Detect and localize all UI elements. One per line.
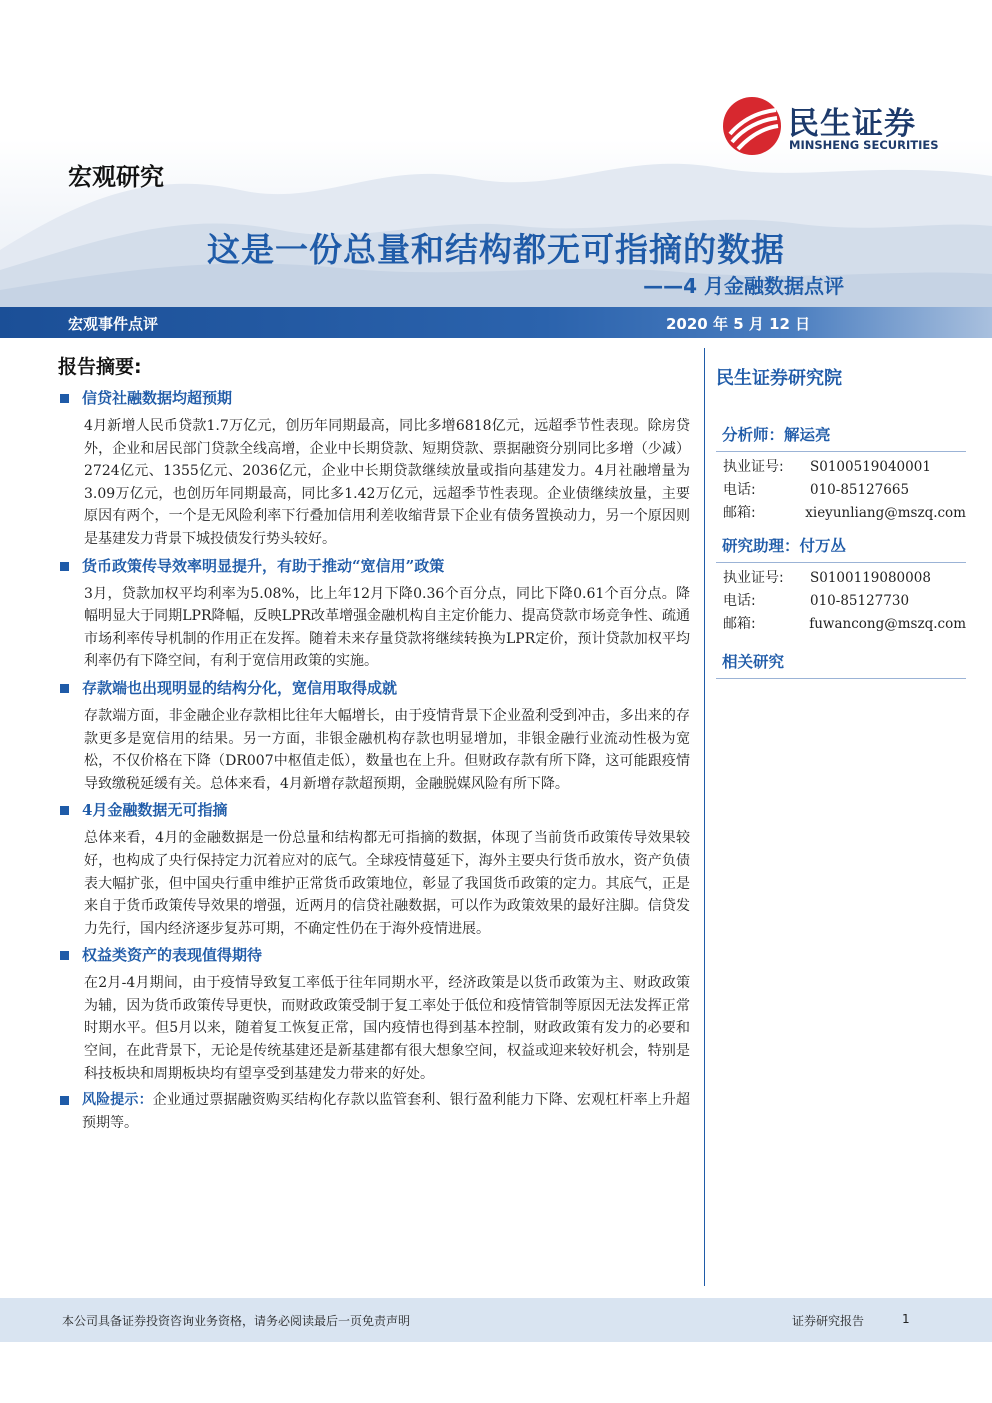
minsheng-logo (722, 96, 952, 156)
summary-section (58, 387, 690, 551)
logo-english-name: MINSHENG SECURITIES (789, 138, 939, 152)
section-paragraph: 4月新增人民币贷款1.7万亿元，创历年同期最高，同比多增6818亿元，远超季节性表现。除房贷外，企业和居民部门贷款全线高增，企业中长期贷款、短期贷款、票据融资分别同比多增（少减）2724亿元、1355亿元、2036亿元，企业中长期贷款继续放量或指向基建发力。4月社融增量为3.09万亿元，也创历年同期最高，同比多1.42万亿元，远超季节性表现。企业债继续放量，主要原因有两个，一个是无风险利率下行叠加信用利差收缩背景下企业有债务置换动力，另一个原因则是基建发力背景下城投债发行势头较好。 (84, 418, 690, 547)
report-subtitle: ——4 月金融数据点评 (643, 274, 844, 298)
email-label: 邮箱: (723, 616, 756, 632)
footer-disclaimer: 本公司具备证券投资咨询业务资格，请务必阅读最后一页免责声明 (62, 1314, 411, 1328)
phone-value: 010-85127665 (810, 482, 910, 498)
section-paragraph: 在2月-4月期间，由于疫情导致复工率低于往年同期水平，经济政策是以货币政策为主、财政政策为辅，因为货币政策传导更快，而财政政策受制于复工率处于低位和疫情管制等原因无法发挥正常时期水平。但5月以来，随着复工恢复正常，国内疫情也得到基本控制，财政政策有发力的必要和空间，在此背景下，无论是传统基建还是新基建都有很大想象空间，权益或迎来较好机会，特别是科技板块和周期板块均有望享受到基建发力带来的好处。 (84, 975, 690, 1082)
cert-value: S0100519040001 (810, 459, 931, 475)
email-link[interactable]: xieyunliang@mszq.com (805, 505, 966, 521)
report-category: 宏观研究 (68, 163, 164, 191)
analyst-cert-row (716, 456, 966, 479)
section-title-text: 信贷社融数据均超预期 (82, 389, 233, 407)
section-title (58, 677, 690, 699)
page-footer (0, 1298, 992, 1342)
risk-warning (58, 1089, 690, 1134)
bullet-square-icon (60, 684, 69, 693)
analyst-heading: 分析师：解运亮 (716, 420, 966, 452)
summary-section (58, 799, 690, 940)
risk-label: 风险提示： (82, 1092, 153, 1109)
report-type-band (0, 307, 992, 338)
phone-label: 电话: (723, 482, 756, 498)
report-date: 2020 年 5 月 12 日 (666, 315, 811, 333)
institute-name: 民生证券研究院 (716, 368, 842, 389)
section-title (58, 387, 690, 409)
section-title-text: 货币政策传导效率明显提升，有助于推动“宽信用”政策 (82, 556, 445, 575)
cert-label: 执业证号: (723, 570, 784, 586)
report-title: 这是一份总量和结构都无可指摘的数据 (207, 230, 785, 269)
header-banner (0, 0, 992, 310)
assistant-email-row (716, 613, 966, 636)
section-title (58, 555, 690, 577)
logo-chinese-name: 民生证券 (788, 106, 916, 142)
section-paragraph: 存款端方面，非金融企业存款相比往年大幅增长，由于疫情背景下企业盈利受到冲击，多出来的存款更多是宽信用的结果。另一方面，非银金融机构存款也明显增加，非银金融行业流动性极为宽松，不仅价格在下降（DR007中枢值走低），数量也在上升。但财政存款有所下降，这可能跟疫情导致缴税延缓有关。总体来看，4月新增存款超预期，金融脱媒风险有所下降。 (84, 707, 690, 792)
assistant-phone-row (716, 590, 966, 613)
bullet-square-icon (60, 562, 69, 571)
section-title-text: 4月金融数据无可指摘 (82, 801, 228, 820)
bullet-square-icon (60, 951, 69, 960)
email-label: 邮箱: (723, 505, 756, 521)
section-title-text: 权益类资产的表现值得期待 (82, 946, 263, 965)
risk-text: 企业通过票据融资购买结构化存款以监管套利、银行盈利能力下降、宏观杠杆率上升超预期等。 (82, 1092, 691, 1131)
sidebar (716, 364, 966, 679)
footer-report-type: 证券研究报告 (792, 1314, 865, 1328)
summary-column (58, 352, 690, 1134)
cert-label: 执业证号: (723, 459, 784, 475)
assistant-info (716, 563, 966, 636)
summary-section (58, 677, 690, 795)
email-link[interactable]: fuwancong@mszq.com (809, 616, 966, 632)
minsheng-logo-icon (722, 96, 782, 156)
section-title-text: 存款端也出现明显的结构分化，宽信用取得成就 (82, 678, 398, 697)
phone-value: 010-85127730 (810, 593, 910, 609)
assistant-heading: 研究助理：付万丛 (716, 531, 966, 563)
summary-section (58, 944, 690, 1085)
analyst-info (716, 452, 966, 525)
section-paragraph: 3月，贷款加权平均利率为5.08%，比上年12月下降0.36个百分点，同比下降0.61个百分点。降幅明显大于同期LPR降幅，反映LPR改革增强金融机构自主定价能力、提高贷款市场竞争性、疏通市场利率传导机制的作用正在发挥。随着未来存量贷款将继续转换为LPR定价，预计贷款加权平均利率仍有下降空间，有利于宽信用政策的实施。 (84, 585, 690, 670)
related-research-heading: 相关研究 (716, 642, 966, 679)
bullet-square-icon (60, 806, 69, 815)
section-title (58, 799, 690, 821)
bullet-square-icon (60, 1096, 69, 1105)
summary-heading: 报告摘要: (58, 356, 142, 378)
assistant-cert-row (716, 567, 966, 590)
cert-value: S0100119080008 (810, 570, 931, 586)
summary-section (58, 555, 690, 673)
analyst-phone-row (716, 479, 966, 502)
section-paragraph: 总体来看，4月的金融数据是一份总量和结构都无可指摘的数据，体现了当前货币政策传导效果较好，也构成了央行保持定力沉着应对的底气。全球疫情蔓延下，海外主要央行货币放水，资产负债表大幅扩张，但中国央行重申维护正常货币政策地位，彰显了我国货币政策的定力。其底气，正是来自于货币政策传导效果的增强，近两月的信贷社融数据，可以作为政策效果的最好注脚。信贷发力先行，国内经济逐步复苏可期，不确定性仍在于海外疫情进展。 (84, 830, 690, 937)
column-divider (704, 348, 705, 1286)
phone-label: 电话: (723, 593, 756, 609)
analyst-email-row (716, 502, 966, 525)
section-title (58, 944, 690, 966)
bullet-square-icon (60, 394, 69, 403)
report-type-label: 宏观事件点评 (68, 315, 159, 333)
page-number: 1 (902, 1312, 910, 1326)
